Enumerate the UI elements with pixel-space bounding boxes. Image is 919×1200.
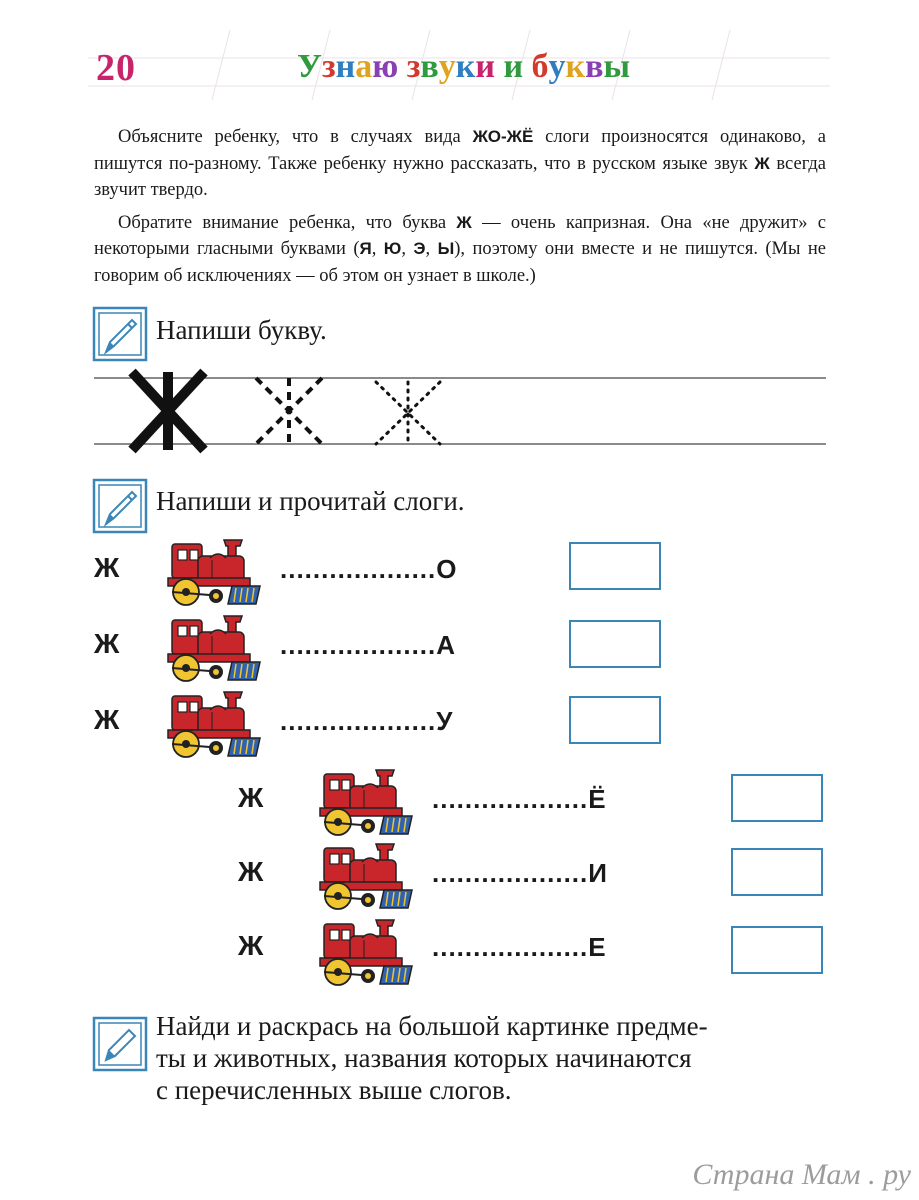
- pencil-writing-icon: [92, 478, 148, 534]
- answer-box[interactable]: [731, 848, 823, 896]
- syllable-dots: ...................Е: [432, 932, 607, 962]
- pencil-icon: [92, 1016, 148, 1072]
- page-title: [297, 48, 630, 86]
- title-letter: У: [297, 48, 322, 85]
- letter-zh-trace-1: [256, 378, 322, 444]
- title-letter: и: [475, 48, 495, 85]
- watermark: Страна Мам . ру: [692, 1158, 911, 1191]
- title-letter: б: [531, 48, 549, 85]
- answer-box[interactable]: [731, 926, 823, 974]
- letter-zh-trace-2: [376, 382, 440, 444]
- train-icon: [318, 840, 414, 912]
- answer-box[interactable]: [569, 696, 661, 744]
- syllable-dots: ...................И: [432, 858, 608, 888]
- train-icon: [318, 916, 414, 988]
- title-letter: [495, 48, 504, 86]
- title-letter: у: [438, 48, 456, 85]
- task-color-line-2: ты и животных, названия которых начинаются: [156, 1043, 692, 1073]
- task-color-text: [156, 1010, 856, 1106]
- syllable-vowel: А: [436, 630, 457, 660]
- syllable-dots: ...................У: [280, 706, 454, 736]
- intro-paragraph-1: Объясните ребенку, что в случаях вида ЖО-ЖЁ слоги произносятся одинаково, а пишутся по-разному. Также ребенку нужно рассказать, что в русском языке звук Ж всегда звучит твердо.: [94, 127, 826, 200]
- title-letter: [523, 48, 532, 86]
- title-letter: у: [548, 48, 566, 85]
- title-letter: з: [406, 48, 421, 85]
- intro-text: [94, 124, 826, 295]
- page-number: 20: [96, 47, 136, 89]
- syllable-vowel: О: [436, 554, 458, 584]
- pencil-writing-icon: [92, 306, 148, 362]
- title-letter: н: [335, 48, 356, 85]
- title-letter: в: [420, 48, 439, 85]
- syllable-vowel: Е: [588, 932, 607, 962]
- title-letter: и: [503, 48, 524, 85]
- intro-paragraph-2: Обратите внимание ребенка, что буква Ж — очень капризная. Она «не дружит» с некоторыми гласными буквами (Я, Ю, Э, Ы), поэтому они вместе и не пишутся. (Мы не говорим об исключениях — об этом он узнает в школе.): [94, 212, 826, 286]
- title-letter: к: [455, 48, 476, 85]
- title-letter: к: [565, 48, 586, 85]
- syllable-consonant: Ж: [238, 856, 264, 887]
- syllable-vowel: У: [436, 706, 454, 736]
- syllable-consonant: Ж: [94, 552, 120, 583]
- letter-writing-area: [0, 360, 919, 460]
- title-letter: ю: [372, 48, 399, 85]
- task-color-line-3: с перечисленных выше слогов.: [156, 1075, 512, 1105]
- letter-zh-sample: [132, 372, 204, 450]
- syllable-dots: ...................О: [280, 554, 458, 584]
- train-icon: [166, 536, 262, 608]
- title-letter: [398, 48, 407, 86]
- task-color-line-1: Найди и раскрась на большой картинке предме-: [156, 1011, 708, 1041]
- train-icon: [318, 766, 414, 838]
- train-icon: [166, 688, 262, 760]
- answer-box[interactable]: [569, 620, 661, 668]
- title-letter: ы: [603, 48, 631, 85]
- syllable-consonant: Ж: [94, 628, 120, 659]
- syllable-consonant: Ж: [94, 704, 120, 735]
- syllable-vowel: Ё: [588, 784, 607, 814]
- syllable-dots: ...................Ё: [432, 784, 607, 814]
- answer-box[interactable]: [731, 774, 823, 822]
- train-icon: [166, 612, 262, 684]
- syllable-consonant: Ж: [238, 930, 264, 961]
- syllable-dots: ...................А: [280, 630, 457, 660]
- task-write-letter-text: Напиши букву.: [156, 315, 327, 345]
- syllable-vowel: И: [588, 858, 608, 888]
- syllable-consonant: Ж: [238, 782, 264, 813]
- title-letter: в: [585, 48, 604, 85]
- answer-box[interactable]: [569, 542, 661, 590]
- task-syllables-text: Напиши и прочитай слоги.: [156, 486, 465, 516]
- title-letter: з: [321, 48, 336, 85]
- title-letter: а: [355, 48, 373, 85]
